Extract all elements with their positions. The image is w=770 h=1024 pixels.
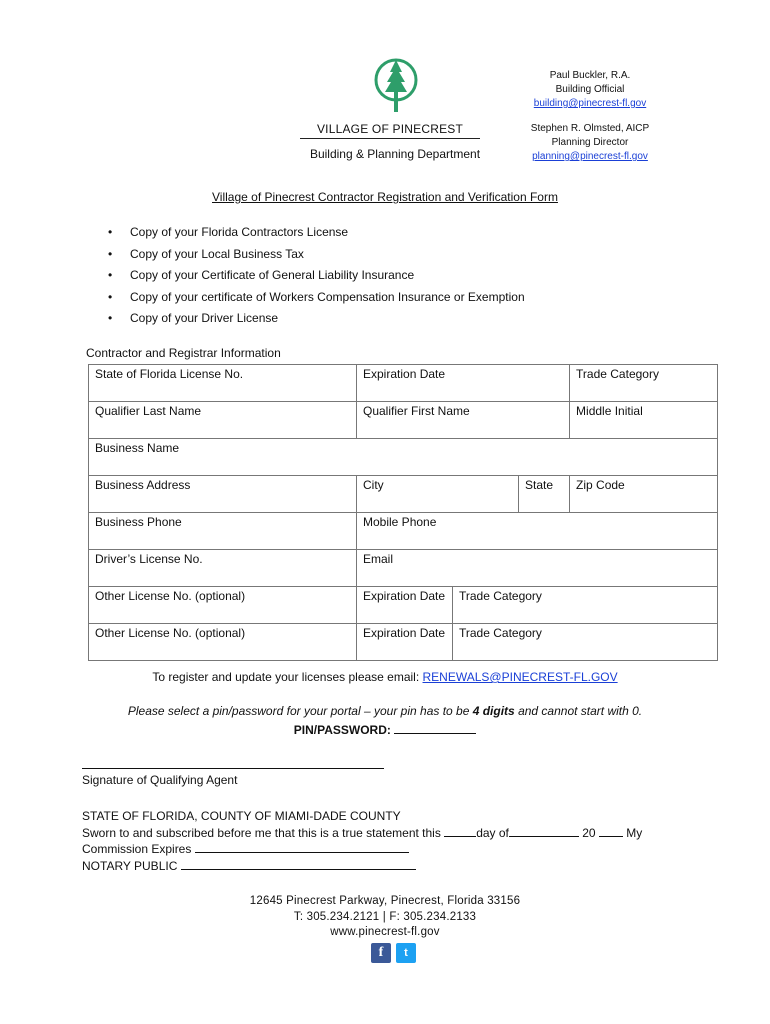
middle-initial-field[interactable]: Middle Initial	[570, 402, 718, 439]
notary-text: Sworn to and subscribed before me that this is a true statement this	[82, 825, 445, 840]
pin-text: and cannot start with 0.	[514, 704, 643, 718]
state-field[interactable]: State	[519, 476, 570, 513]
renewals-email-link[interactable]: RENEWALS@PINECREST-FL.GOV	[422, 670, 618, 684]
pin-password-label: PIN/PASSWORD:	[293, 723, 395, 737]
email-field[interactable]: Email	[357, 550, 718, 587]
staff-name: Stephen R. Olmsted, AICP	[530, 123, 650, 134]
pin-digits: 4 digits	[472, 704, 515, 718]
business-phone-field[interactable]: Business Phone	[89, 513, 357, 550]
twitter-icon[interactable]: t	[396, 943, 416, 963]
table-row	[89, 587, 718, 624]
table-row	[89, 624, 718, 661]
zip-code-field[interactable]: Zip Code	[570, 476, 718, 513]
signature-label: Signature of Qualifying Agent	[82, 773, 238, 787]
form-title: Village of Pinecrest Contractor Registration and Verification Form	[212, 190, 558, 204]
staff-title: Building Official	[555, 84, 625, 95]
footer-website: www.pinecrest-fl.gov	[330, 926, 440, 938]
year-blank[interactable]	[599, 825, 623, 837]
notary-public-blank[interactable]	[181, 858, 416, 870]
list-item: • Copy of your Certificate of General Liability Insurance	[108, 267, 525, 289]
business-address-field[interactable]: Business Address	[89, 476, 357, 513]
staff-name: Paul Buckler, R.A.	[549, 70, 631, 81]
notary-sworn-line	[82, 825, 702, 842]
other-license-field[interactable]: Other License No. (optional)	[89, 587, 357, 624]
table-row	[89, 365, 718, 402]
license-no-field[interactable]: State of Florida License No.	[89, 365, 357, 402]
day-blank[interactable]	[444, 825, 476, 837]
qualifier-last-name-field[interactable]: Qualifier Last Name	[89, 402, 357, 439]
notary-text: 20	[578, 825, 599, 840]
pin-text: Please select a pin/password for your portal – your pin has to be	[127, 704, 473, 718]
list-item: • Copy of your Driver License	[108, 310, 525, 332]
pine-tree-logo-icon	[372, 54, 420, 114]
business-name-field[interactable]: Business Name	[89, 439, 718, 476]
staff-building-official	[490, 69, 690, 111]
pin-instruction	[0, 704, 770, 718]
notary-public-line	[82, 858, 702, 875]
list-item: • Copy of your Florida Contractors License	[108, 224, 525, 246]
other-trade-category-field[interactable]: Trade Category	[453, 624, 718, 661]
contractor-info-table	[88, 364, 718, 661]
register-text: To register and update your licenses please email:	[152, 670, 423, 684]
pin-password-row	[0, 721, 770, 737]
section-label: Contractor and Registrar Information	[86, 346, 281, 360]
notary-text: My	[622, 825, 643, 840]
notary-state-county: STATE OF FLORIDA, COUNTY OF MIAMI-DADE COUNTY	[82, 809, 401, 823]
notary-text: day of	[476, 825, 509, 840]
drivers-license-field[interactable]: Driver’s License No.	[89, 550, 357, 587]
other-trade-category-field[interactable]: Trade Category	[453, 587, 718, 624]
commission-expires-blank[interactable]	[195, 841, 409, 853]
facebook-icon[interactable]: f	[371, 943, 391, 963]
pin-password-blank[interactable]	[394, 721, 476, 734]
table-row	[89, 439, 718, 476]
other-license-field[interactable]: Other License No. (optional)	[89, 624, 357, 661]
table-row	[89, 476, 718, 513]
other-expiration-field[interactable]: Expiration Date	[357, 624, 453, 661]
requirements-list	[108, 224, 525, 332]
table-row	[89, 513, 718, 550]
staff-email-link[interactable]: planning@pinecrest-fl.gov	[532, 151, 648, 162]
department-name: Building & Planning Department	[309, 147, 481, 161]
village-name: VILLAGE OF PINECREST	[316, 122, 464, 136]
month-blank[interactable]	[509, 825, 579, 837]
city-field[interactable]: City	[357, 476, 519, 513]
notary-text: NOTARY PUBLIC	[82, 858, 181, 873]
list-item: • Copy of your Local Business Tax	[108, 246, 525, 268]
signature-line[interactable]	[82, 768, 384, 769]
list-item: • Copy of your certificate of Workers Compensation Insurance or Exemption	[108, 289, 525, 311]
footer-address: 12645 Pinecrest Parkway, Pinecrest, Florida 33156	[249, 895, 521, 907]
trade-category-field[interactable]: Trade Category	[570, 365, 718, 402]
notary-section	[82, 808, 702, 874]
expiration-date-field[interactable]: Expiration Date	[357, 365, 570, 402]
table-row	[89, 402, 718, 439]
mobile-phone-field[interactable]: Mobile Phone	[357, 513, 718, 550]
table-row	[89, 550, 718, 587]
footer-phones: T: 305.234.2121 | F: 305.234.2133	[293, 910, 477, 923]
divider	[300, 138, 480, 139]
staff-title: Planning Director	[551, 137, 629, 148]
qualifier-first-name-field[interactable]: Qualifier First Name	[357, 402, 570, 439]
other-expiration-field[interactable]: Expiration Date	[357, 587, 453, 624]
staff-email-link[interactable]: building@pinecrest-fl.gov	[533, 98, 647, 109]
staff-planning-director	[490, 122, 690, 164]
notary-commission-line	[82, 841, 702, 858]
notary-text: Commission Expires	[82, 842, 195, 856]
footer	[0, 894, 770, 941]
register-instruction	[0, 670, 770, 684]
